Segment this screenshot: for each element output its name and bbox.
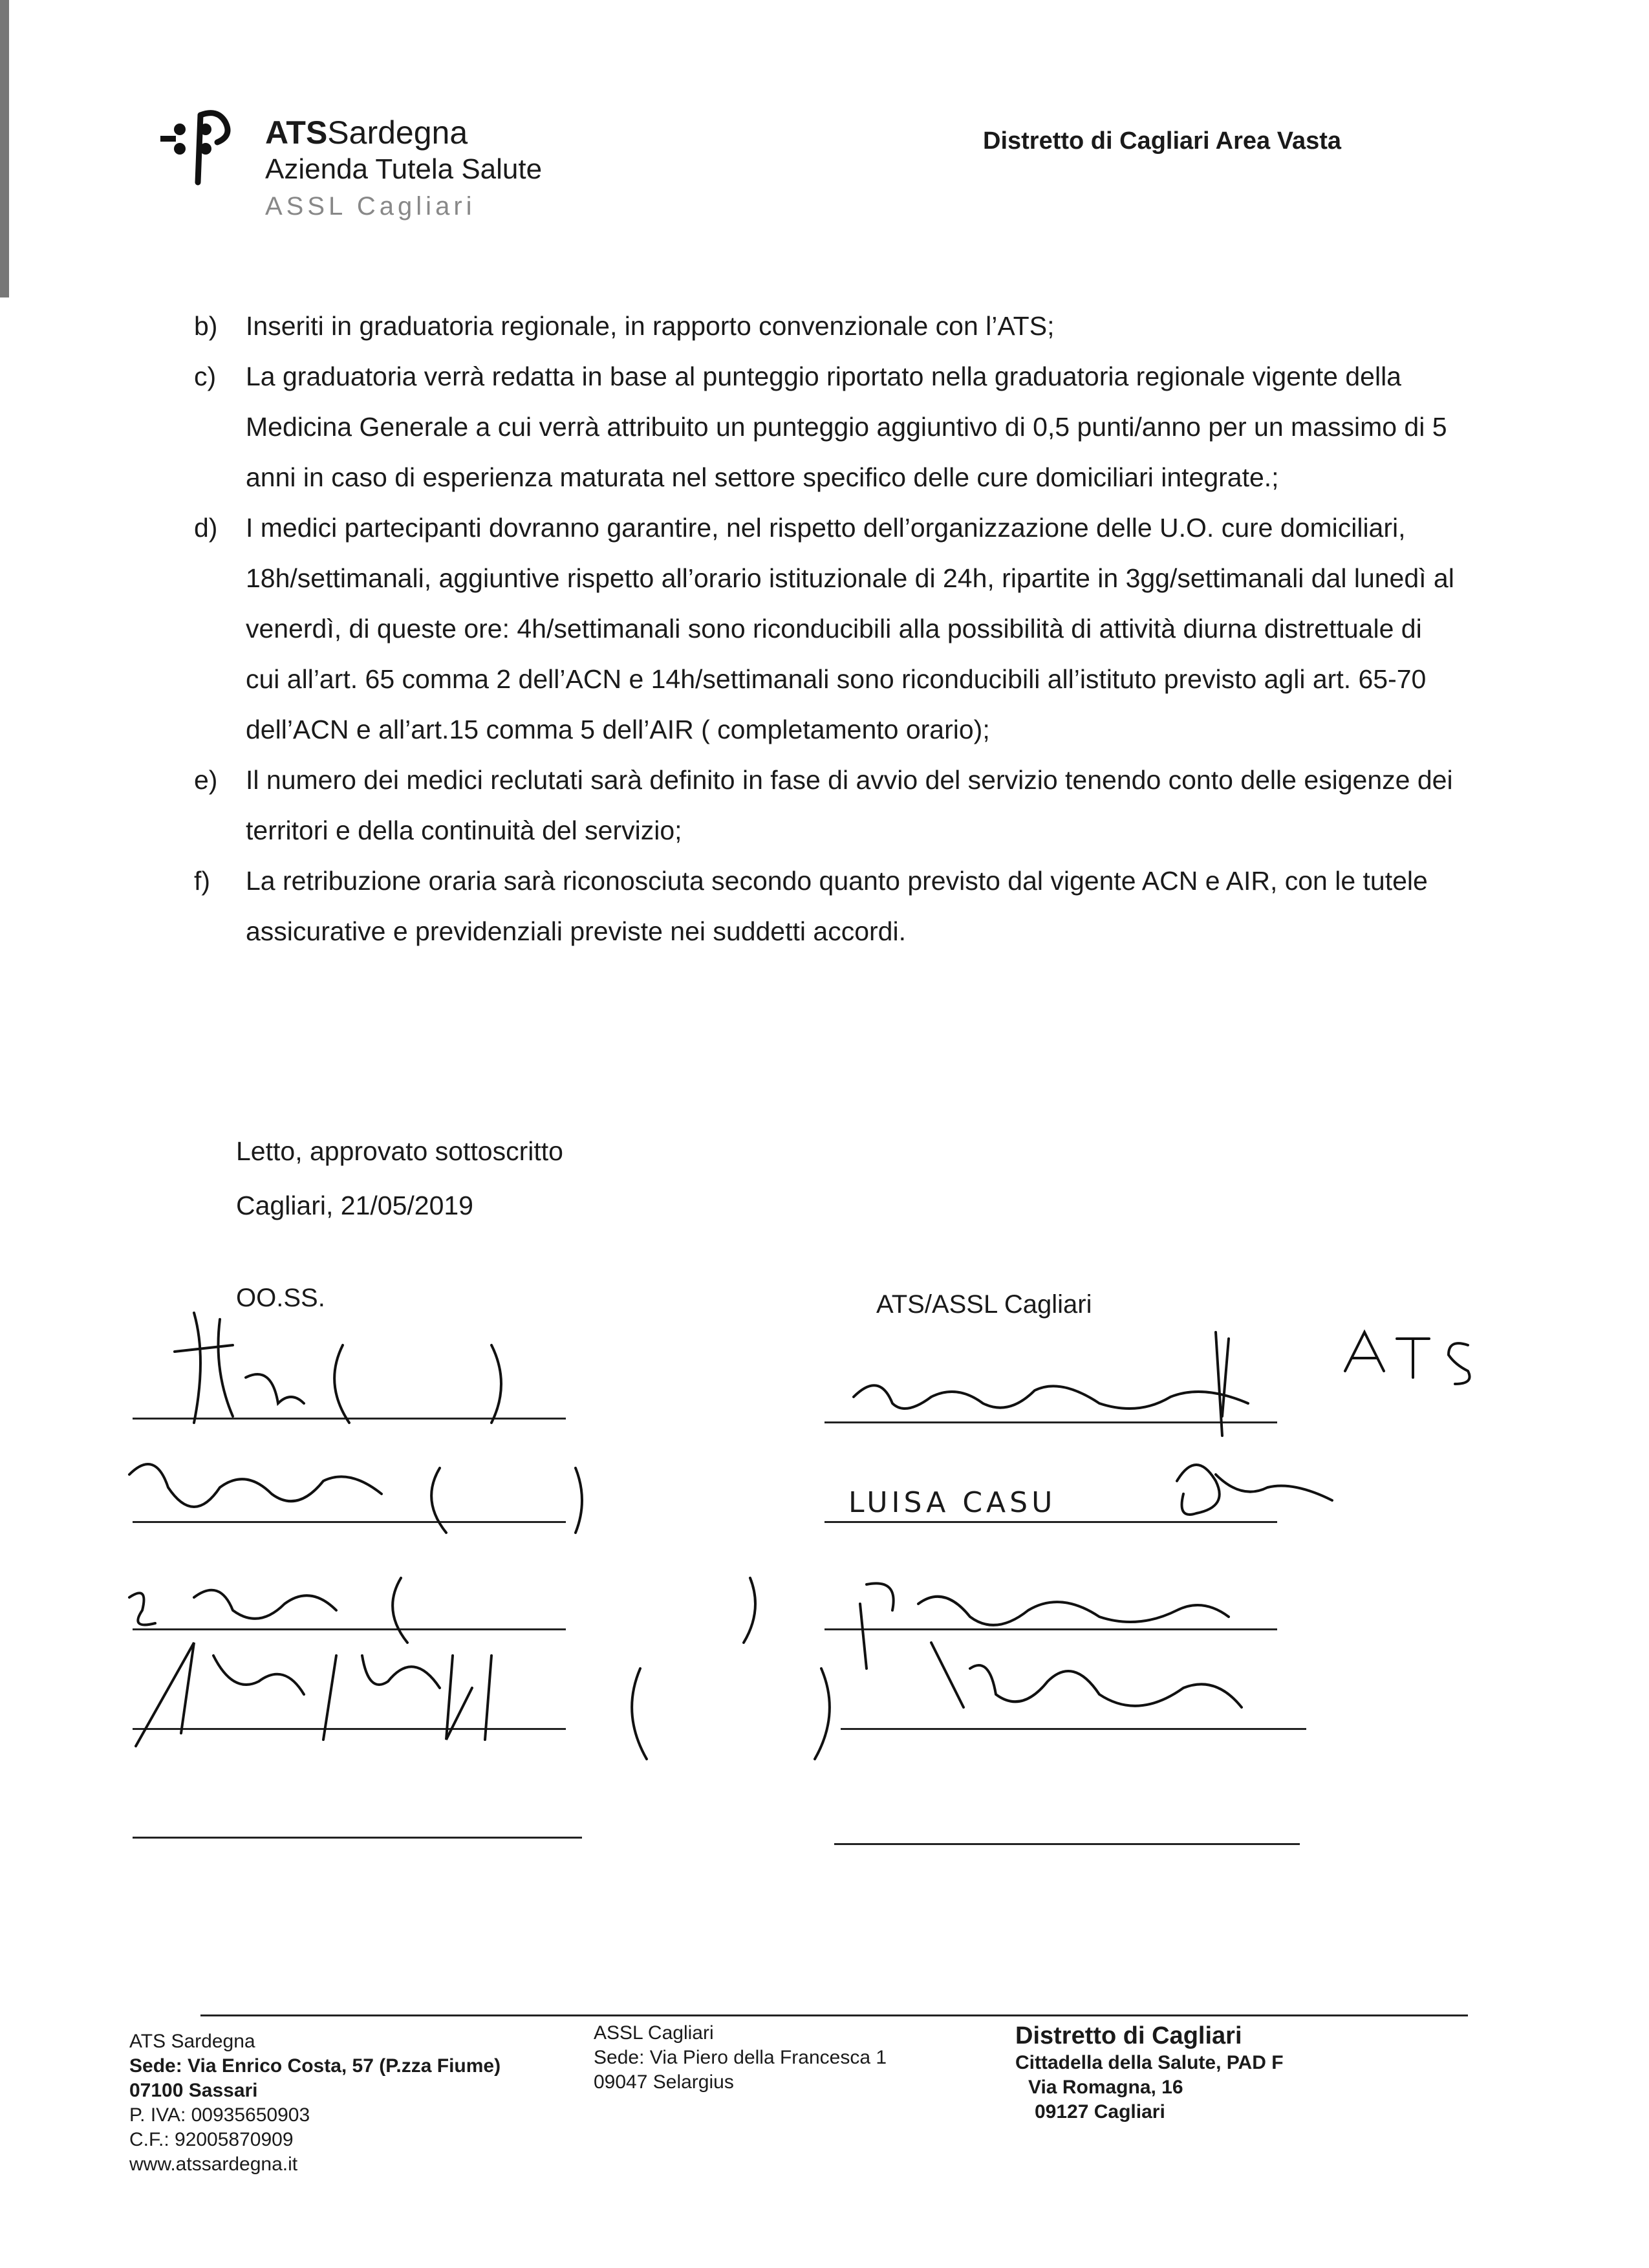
footer-district xyxy=(1015,2021,1284,2124)
footer-assl-address: Sede: Via Piero della Francesca 1 xyxy=(594,2047,887,2068)
brand-rest: Sardegna xyxy=(327,114,468,151)
item-label: d) xyxy=(194,513,218,543)
item-label: f) xyxy=(194,866,211,896)
footer-ats-cf: C.F.: 92005870909 xyxy=(129,2129,294,2150)
signature-name-luisa-casu: LUISA CASU xyxy=(848,1486,1057,1519)
item-text: La retribuzione oraria sarà riconosciuta secondo quanto previsto dal vigente ACN e AIR, con le tutele assicurative e previdenziali previste nei suddetti accordi. xyxy=(246,866,1428,946)
district-heading: Distretto di Cagliari Area Vasta xyxy=(983,127,1342,155)
brand-bold: ATS xyxy=(265,114,328,151)
item-label: c) xyxy=(194,362,217,391)
footer-district-name: Distretto di Cagliari xyxy=(1015,2022,1242,2049)
footer-divider xyxy=(200,2014,1468,2016)
item-label: b) xyxy=(194,311,218,341)
footer-ats-website[interactable]: www.atssardegna.it xyxy=(129,2154,298,2175)
footer-ats-name: ATS Sardegna xyxy=(129,2031,255,2052)
item-text: Inseriti in graduatoria regionale, in rapporto convenzionale con l’ATS; xyxy=(246,311,1055,341)
footer-district-line2: Via Romagna, 16 xyxy=(1028,2077,1183,2098)
left-signatories-label: OO.SS. xyxy=(236,1284,325,1312)
item-text: La graduatoria verrà redatta in base al punteggio riportato nella graduatoria regionale vigente della Medicina Generale a cui verrà attribuito un punteggio aggiuntivo di 0,5 punti/anno per un massimo di 5 anni in caso di esperienza maturata nel settore specifico delle cure domiciliari integrate.; xyxy=(246,362,1447,492)
footer-assl-name: ASSL Cagliari xyxy=(594,2022,714,2044)
footer-district-line3: 09127 Cagliari xyxy=(1035,2101,1165,2122)
right-signatories-label: ATS/ASSL Cagliari xyxy=(876,1290,1092,1319)
brand-subtitle: Azienda Tutela Salute xyxy=(265,153,543,185)
item-text: I medici partecipanti dovranno garantire, nel rispetto dell’organizzazione delle U.O. cure domiciliari, 18h/settimanali, aggiuntive rispetto all’orario istituzionale di 24h, ripartite in 3gg/settimanali dal lunedì al venerdì, di queste ore: 4h/settimanali sono riconducibili alla possibilità di attività diurna distrettuale di cui all’art. 65 comma 2 dell’ACN e 14h/settimanali sono riconducibili all’istituto previsto agli art. 65-70 dell’ACN e all’art.15 comma 5 dell’AIR ( completamento orario); xyxy=(246,513,1454,744)
footer-ats-city: 07100 Sassari xyxy=(129,2080,258,2101)
footer-ats xyxy=(129,2029,501,2177)
item-text: Il numero dei medici reclutati sarà definito in fase di avvio del servizio tenendo conto delle esigenze dei territori e della continuità del servizio; xyxy=(246,765,1453,845)
footer-assl xyxy=(594,2021,887,2095)
item-label: e) xyxy=(194,765,218,795)
footer-ats-piva: P. IVA: 00935650903 xyxy=(129,2104,310,2126)
footer-assl-city: 09047 Selargius xyxy=(594,2071,734,2093)
footer-district-line1: Cittadella della Salute, PAD F xyxy=(1015,2052,1284,2073)
footer-ats-address: Sede: Via Enrico Costa, 57 (P.zza Fiume) xyxy=(129,2055,501,2077)
approval-line: Letto, approvato sottoscritto xyxy=(236,1136,563,1166)
brand-assl: ASSL Cagliari xyxy=(265,192,476,221)
place-date: Cagliari, 21/05/2019 xyxy=(236,1191,473,1220)
